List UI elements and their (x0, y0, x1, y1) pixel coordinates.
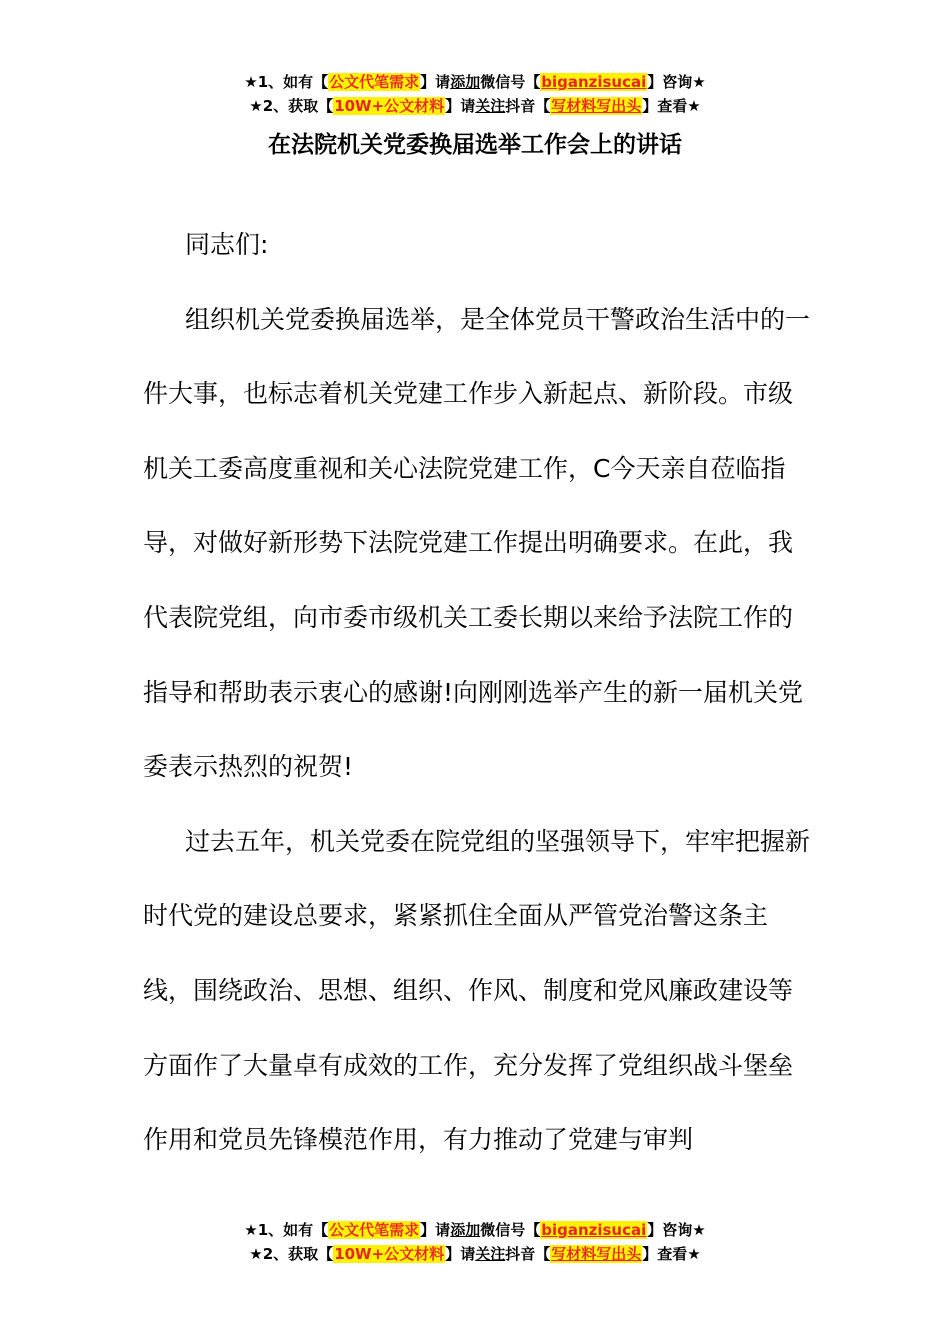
document-body (143, 208, 813, 1178)
highlight-materials: 10W+公文材料 (334, 97, 445, 115)
douyin-account-link[interactable]: 写材料写出头 (551, 1245, 642, 1263)
highlight-service: 公文代笔需求 (329, 73, 420, 91)
promo-line-2: ★2、获取【10W+公文材料】请关注抖音【写材料写出头】查看★ (249, 97, 701, 115)
highlight-materials: 10W+公文材料 (334, 1245, 445, 1263)
document-title: 在法院机关党委换届选举工作会上的讲话 (268, 132, 682, 158)
wechat-id-link[interactable]: biganzisucai (541, 73, 647, 91)
footer-promo-banner (0, 1218, 950, 1266)
paragraph-2: 过去五年，机关党委在院党组的坚强领导下，牢牢把握新时代党的建设总要求，紧紧抓住全面从严管党治警这条主线，围绕政治、思想、组织、作风、制度和党风廉政建设等方面作了大量卓有成效的工作，充分发挥了党组织战斗堡垒作用和党员先锋模范作用，有力推动了党建与审判 (143, 826, 811, 1155)
promo-line-2: ★2、获取【10W+公文材料】请关注抖音【写材料写出头】查看★ (249, 1245, 701, 1263)
douyin-account-link[interactable]: 写材料写出头 (551, 97, 642, 115)
salutation: 同志们: (185, 230, 269, 259)
promo-line-1: ★1、如有【公文代笔需求】请添加微信号【biganzisucai】咨询★ (244, 1221, 706, 1239)
wechat-id-link[interactable]: biganzisucai (541, 1221, 647, 1239)
promo-line-1: ★1、如有【公文代笔需求】请添加微信号【biganzisucai】咨询★ (244, 73, 706, 91)
highlight-service: 公文代笔需求 (329, 1221, 420, 1239)
paragraph-1: 组织机关党委换届选举，是全体党员干警政治生活中的一件大事，也标志着机关党建工作步入新起点、新阶段。市级机关工委高度重视和关心法院党建工作，C今天亲自莅临指导，对做好新形势下法院党建工作提出明确要求。在此，我代表院党组，向市委市级机关工委长期以来给予法院工作的指导和帮助表示衷心的感谢!向刚刚选举产生的新一届机关党委表示热烈的祝贺! (143, 304, 811, 782)
header-promo-banner (0, 70, 950, 118)
